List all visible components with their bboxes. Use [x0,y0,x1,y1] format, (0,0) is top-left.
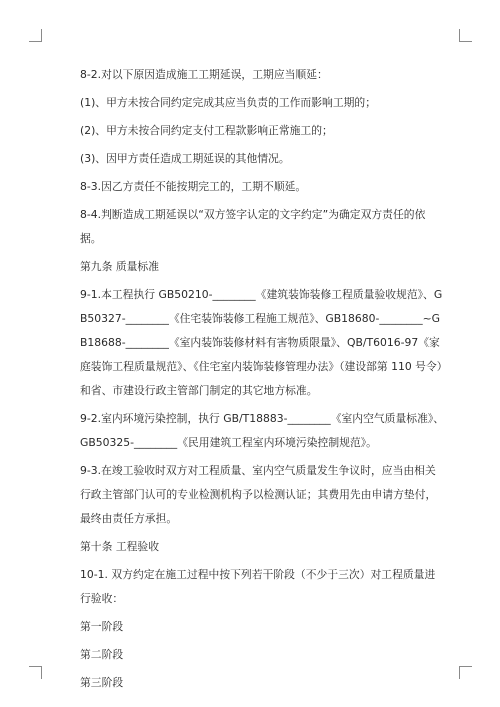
section-heading-9: 第九条 质量标准 [80,260,160,273]
section-heading-10: 第十条 工程验收 [80,540,160,553]
paragraph-8-4: 8-4.判断造成工期延误以“双方签字认定的文字约定”为确定双方责任的依据。 [80,208,426,245]
paragraph-8-3: 8-3.因乙方责任不能按期完工的，工期不顺延。 [80,180,307,193]
stage-2: 第二阶段 [80,648,124,661]
crop-mark-bottom-left [29,666,42,679]
stage-3: 第三阶段 [80,676,124,689]
paragraph-item-1: (1)、甲方未按合同约定完成其应当负责的工作而影响工期的； [80,96,377,109]
document-body [60,63,445,699]
crop-mark-bottom-right [459,666,472,679]
paragraph-10-1: 10-1. 双方约定在施工过程中按下列若干阶段（不少于三次）对工程质量进行验收： [80,568,436,605]
crop-mark-top-left [29,29,42,42]
paragraph-9-1: 9-1.本工程执行 GB50210-________《建筑装饰装修工程质量验收规范》、GB50327-________《住宅装饰装修工程施工规范》、GB18680-________~GB18688-________《室内装饰装修材料有害物质限量》、QB/T6016-97《家庭装饰工程质量规范》、《住宅室内装饰装修管理办法》（建设部第 110 号令）和省、市建设行政主管部门制定的其它地方标准。 [80,288,443,397]
stage-1: 第一阶段 [80,620,124,633]
paragraph-item-2: (2)、甲方未按合同约定支付工程款影响正常施工的； [80,124,333,137]
crop-mark-top-right [459,29,472,42]
paragraph-9-2: 9-2.室内环境污染控制，执行 GB/T18883-________《室内空气质量标准》、GB50325-________《民用建筑工程室内环境污染控制规范》。 [80,412,445,449]
paragraph-8-2: 8-2.对以下原因造成施工工期延误，工期应当顺延： [80,68,328,81]
paragraph-item-3: (3)、因甲方责任造成工期延误的其他情况。 [80,152,290,165]
paragraph-9-3: 9-3.在竣工验收时双方对工程质量、室内空气质量发生争议时，应当由相关行政主管部门认可的专业检测机构予以检测认证；其费用先由申请方垫付，最终由责任方承担。 [80,464,437,525]
